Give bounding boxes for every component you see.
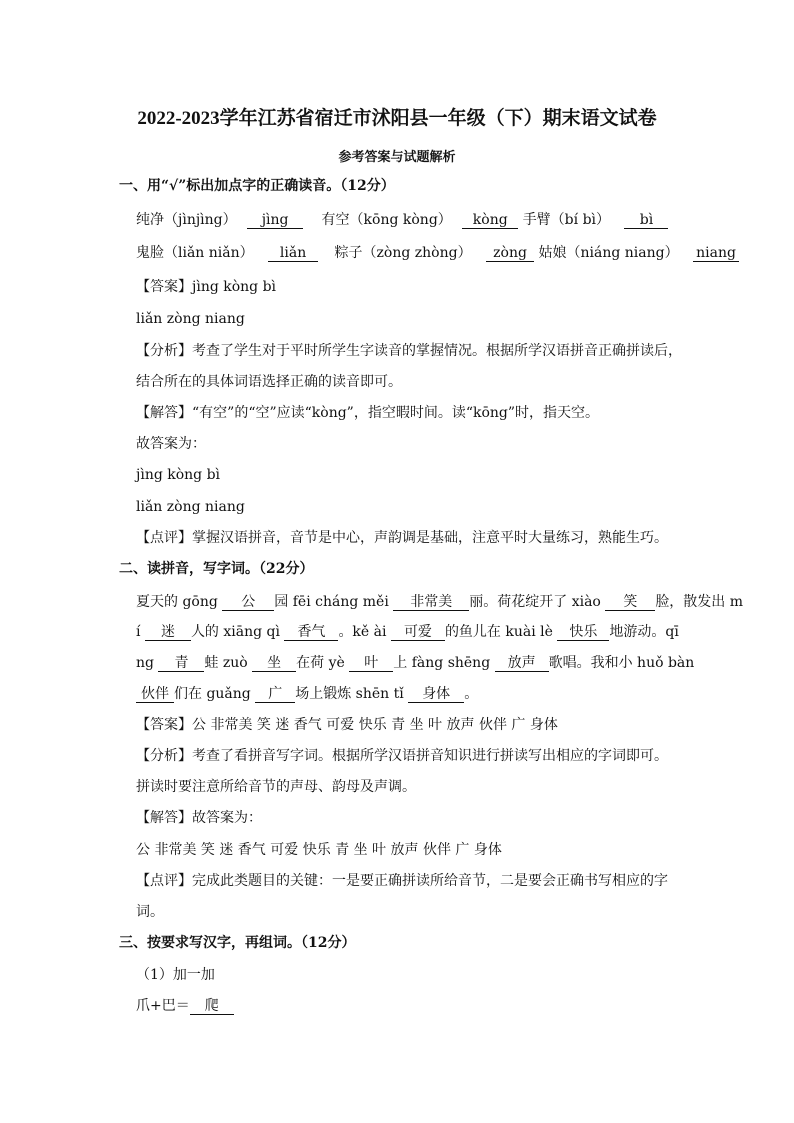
q1-comment <box>136 528 668 548</box>
solution-label: 【解答】 <box>136 810 192 826</box>
page-title: 2022-2023学年江苏省宿迁市沭阳县一年级（下）期末语文试卷 <box>137 108 657 129</box>
passage-text: 们在 guǎng <box>174 686 251 702</box>
fill-answer: 可爱 <box>391 624 445 641</box>
fill-answer: 广 <box>255 686 295 703</box>
passage-text: 。kě ài <box>338 624 387 640</box>
q1-answer-line-2: liǎn zòng niang <box>136 311 245 327</box>
fill-answer: 叶 <box>349 655 393 672</box>
section-1-heading: 一、用“√”标出加点字的正确读音。（12分） <box>119 178 395 194</box>
passage-text: 夏天的 gōng <box>136 594 218 610</box>
passage-text: 上 fàng shēng <box>393 655 491 671</box>
solution-label: 【解答】 <box>136 405 192 421</box>
q1-row-1 <box>136 210 668 230</box>
analysis-label: 【分析】 <box>136 343 192 359</box>
fill-answer: 香气 <box>284 624 338 641</box>
analysis-text: 考查了看拼音写字词。根据所学汉语拼音知识进行拼读写出相应的字词即可。 <box>192 748 668 764</box>
q1-word: 姑娘（niáng niang） <box>538 245 679 261</box>
fill-answer: 身体 <box>408 686 464 703</box>
q3-equation <box>136 996 234 1016</box>
q2-analysis-line-2: 拼读时要注意所给音节的声母、韵母及声调。 <box>136 779 416 795</box>
page-subtitle: 参考答案与试题解析 <box>338 150 456 165</box>
q1-word: 鬼脸（liǎn niǎn） <box>136 245 254 261</box>
q2-passage-line-4 <box>136 684 478 704</box>
fill-answer: 公 <box>222 594 274 611</box>
passage-text: 丽。荷花绽开了 xiào <box>469 594 601 610</box>
fill-answer: 坐 <box>252 655 296 672</box>
q1-solution <box>136 403 599 423</box>
section-2-heading: 二、读拼音，写字词。（22分） <box>119 561 314 577</box>
answer-text: 公 非常美 笑 迷 香气 可爱 快乐 青 坐 叶 放声 伙伴 广 身体 <box>192 717 558 733</box>
q1-analysis <box>136 341 682 361</box>
fill-answer: 伙伴 <box>136 686 174 703</box>
solution-text: “有空”的“空”应读“kòng”，指空暇时间。读“kōng”时，指天空。 <box>192 405 600 421</box>
q2-final: 公 非常美 笑 迷 香气 可爱 快乐 青 坐 叶 放声 伙伴 广 身体 <box>136 842 502 858</box>
q2-analysis <box>136 746 668 766</box>
passage-text: 蛙 zuò <box>204 655 248 671</box>
q1-therefore: 故答案为： <box>136 436 206 452</box>
passage-text: 的鱼儿在 kuài lè <box>444 624 553 640</box>
passage-text: 地游动。qī <box>609 624 679 640</box>
q1-answer-block <box>136 277 276 297</box>
q1-answer: niang <box>693 245 739 262</box>
fill-answer: 非常美 <box>393 594 469 611</box>
comment-label: 【点评】 <box>136 873 192 889</box>
passage-text: ng <box>136 655 154 671</box>
fill-answer: 爬 <box>190 998 234 1015</box>
q1-word: 手臂（bí bì） <box>522 212 611 228</box>
q1-word: 纯净（jìnjìng） <box>136 212 237 228</box>
equation-text: 爪+巴＝ <box>136 998 190 1014</box>
q1-answer: jìng <box>247 212 303 229</box>
passage-text: 人的 xiāng qì <box>190 624 280 640</box>
q2-comment <box>136 871 668 891</box>
q1-word: 粽子（zòng zhòng） <box>334 245 472 261</box>
fill-answer: 青 <box>158 655 204 672</box>
q1-row-2 <box>136 243 739 263</box>
comment-text: 完成此类题目的关键：一是要正确拼读所给音节，二是要会正确书写相应的字 <box>192 873 668 889</box>
fill-answer: 放声 <box>495 655 549 672</box>
analysis-text: 考查了学生对于平时所学生字读音的掌握情况。根据所学汉语拼音正确拼读后， <box>192 343 682 359</box>
answer-label: 【答案】 <box>136 279 192 295</box>
answer-label: 【答案】 <box>136 717 192 733</box>
q2-passage-line-3 <box>136 653 694 673</box>
q1-final-2: liǎn zòng niang <box>136 499 245 515</box>
fill-answer: 笑 <box>605 594 655 611</box>
q1-answer: bì <box>624 212 668 229</box>
q1-answer: zòng <box>486 245 534 262</box>
passage-text: í <box>136 624 141 640</box>
q2-answer-block <box>136 715 558 735</box>
q2-passage-line-1 <box>136 592 743 612</box>
analysis-label: 【分析】 <box>136 748 192 764</box>
q1-analysis-line-2: 结合所在的具体词语选择正确的读音即可。 <box>136 374 402 390</box>
answer-text: jìng kòng bì <box>192 279 277 295</box>
passage-text: 在荷 yè <box>296 655 345 671</box>
solution-text: 故答案为： <box>192 810 262 826</box>
q1-answer: kòng <box>462 212 518 229</box>
q2-comment-line-2: 词。 <box>136 904 164 920</box>
q2-solution <box>136 808 262 828</box>
passage-text: 园 fēi cháng měi <box>274 594 389 610</box>
q1-word: 有空（kōng kòng） <box>321 212 452 228</box>
passage-text: 脸，散发出 m <box>655 594 744 610</box>
passage-text: 歌唱。我和小 huǒ bàn <box>548 655 695 671</box>
passage-text: 场上锻炼 shēn tǐ <box>295 686 404 702</box>
comment-label: 【点评】 <box>136 530 192 546</box>
q3-subquestion-1: （1）加一加 <box>136 967 215 983</box>
passage-text: 。 <box>464 686 479 702</box>
section-3-heading: 三、按要求写汉字，再组词。（12分） <box>119 935 356 951</box>
fill-answer: 迷 <box>145 624 191 641</box>
fill-answer: 快乐 <box>557 624 609 641</box>
q1-final-1: jìng kòng bì <box>136 467 221 483</box>
q1-answer: liǎn <box>268 245 318 262</box>
q2-passage-line-2 <box>136 622 679 642</box>
comment-text: 掌握汉语拼音，音节是中心，声韵调是基础，注意平时大量练习，熟能生巧。 <box>192 530 668 546</box>
